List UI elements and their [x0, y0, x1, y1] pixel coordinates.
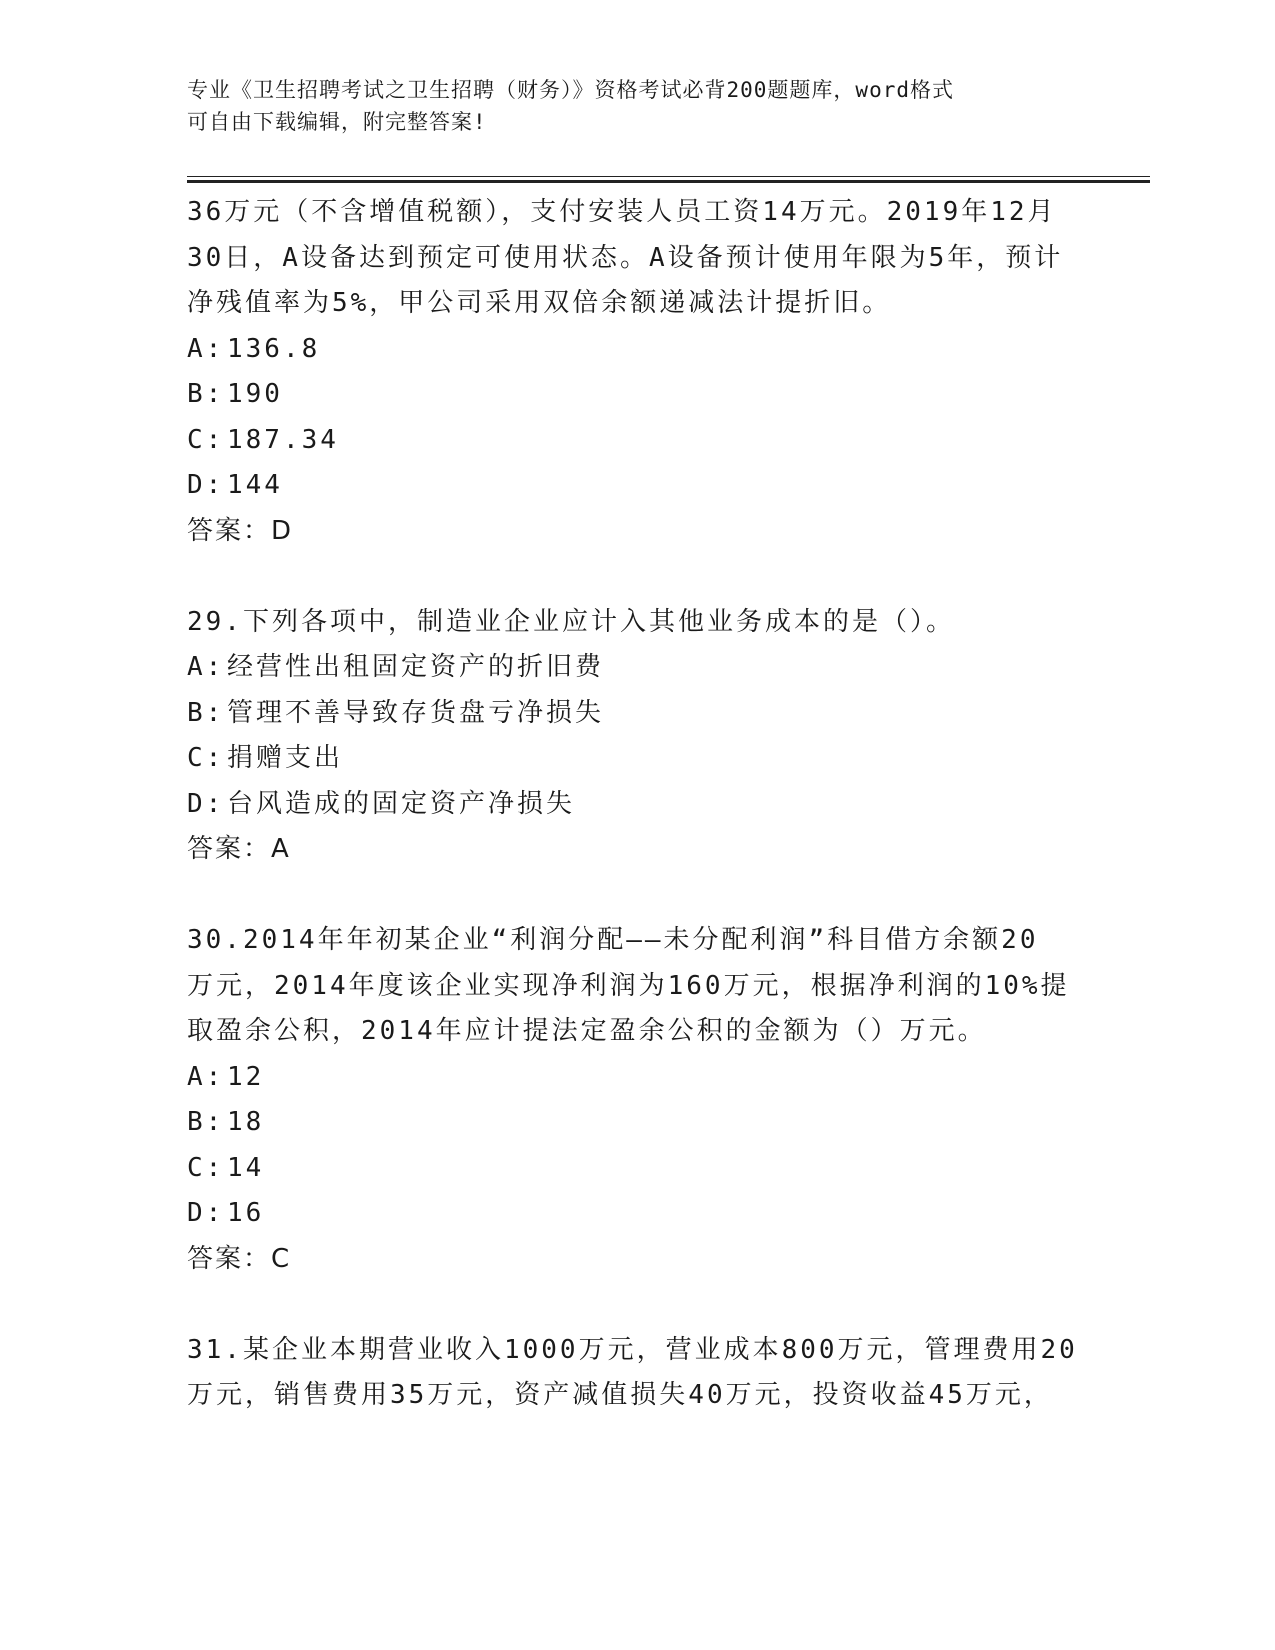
option-b	[187, 1100, 1087, 1146]
stem-line: 30日，A设备达到预定可使用状态。A设备预计使用年限为5年，预计	[187, 242, 1064, 273]
header-divider-thin	[187, 176, 1150, 177]
question-continued	[187, 190, 1087, 554]
answer-line: 答案：C	[187, 1243, 292, 1274]
option-text: 管理不善导致存货盘亏净损失	[227, 697, 605, 728]
option-label: C:	[187, 743, 225, 773]
option-label: D:	[187, 788, 225, 819]
option-a	[187, 327, 1087, 373]
spacer	[187, 1282, 1087, 1328]
question-31	[187, 1328, 1087, 1419]
option-text: 144	[227, 470, 283, 500]
option-text: 台风造成的固定资产净损失	[227, 788, 576, 819]
option-a	[187, 1055, 1087, 1101]
option-c	[187, 1146, 1087, 1192]
option-text: 12	[227, 1061, 265, 1092]
option-label: B:	[187, 379, 225, 409]
option-d	[187, 463, 1087, 509]
stem-line: 万元，销售费用35万元，资产减值损失40万元，投资收益45万元，	[187, 1380, 1053, 1410]
option-label: C:	[187, 424, 225, 455]
option-text: 14	[227, 1152, 265, 1183]
question-stem	[187, 190, 1087, 327]
option-text: 187.34	[227, 424, 339, 455]
question-29	[187, 600, 1087, 873]
stem-line: 取盈余公积，2014年应计提法定盈余公积的金额为（）万元。	[187, 1016, 987, 1046]
option-text: 捐赠支出	[227, 743, 344, 773]
stem-line: 30.2014年年初某企业“利润分配——未分配利润”科目借方余额20	[187, 925, 1039, 955]
header-title-line-2: 可自由下载编辑，附完整答案!	[187, 110, 487, 134]
option-text: 190	[227, 379, 283, 409]
option-a	[187, 645, 1087, 691]
question-stem	[187, 1328, 1087, 1419]
header-title-line-1: 专业《卫生招聘考试之卫生招聘（财务）》资格考试必背200题题库，word格式	[187, 78, 954, 102]
question-list	[187, 190, 1087, 1419]
question-stem	[187, 600, 1087, 646]
spacer	[187, 873, 1087, 919]
option-d	[187, 782, 1087, 828]
option-c	[187, 736, 1087, 782]
header-divider-thick	[187, 180, 1150, 183]
option-c	[187, 418, 1087, 464]
option-label: A:	[187, 652, 225, 682]
option-d	[187, 1191, 1087, 1237]
answer-line: 答案：A	[187, 834, 291, 864]
option-label: D:	[187, 1198, 225, 1228]
spacer	[187, 554, 1087, 600]
stem-line: 36万元（不含增值税额），支付安装人员工资14万元。2019年12月	[187, 197, 1057, 227]
option-label: B:	[187, 697, 225, 728]
stem-line: 31.某企业本期营业收入1000万元，营业成本800万元，管理费用20	[187, 1334, 1078, 1365]
option-b	[187, 372, 1087, 418]
question-stem	[187, 918, 1087, 1055]
document-header	[187, 74, 1067, 138]
option-label: B:	[187, 1107, 225, 1137]
stem-line: 万元，2014年度该企业实现净利润为160万元，根据净利润的10%提	[187, 970, 1070, 1001]
question-30	[187, 918, 1087, 1282]
option-label: A:	[187, 1061, 225, 1092]
option-text: 经营性出租固定资产的折旧费	[227, 652, 605, 682]
option-label: C:	[187, 1152, 225, 1183]
option-label: D:	[187, 470, 225, 500]
option-b	[187, 691, 1087, 737]
stem-line: 净残值率为5%，甲公司采用双倍余额递减法计提折旧。	[187, 288, 892, 318]
stem-line: 29.下列各项中，制造业企业应计入其他业务成本的是（）。	[187, 606, 955, 637]
option-text: 18	[227, 1107, 265, 1137]
option-text: 136.8	[227, 333, 321, 364]
answer-line: 答案：D	[187, 515, 294, 546]
option-text: 16	[227, 1198, 265, 1228]
option-label: A:	[187, 333, 225, 364]
